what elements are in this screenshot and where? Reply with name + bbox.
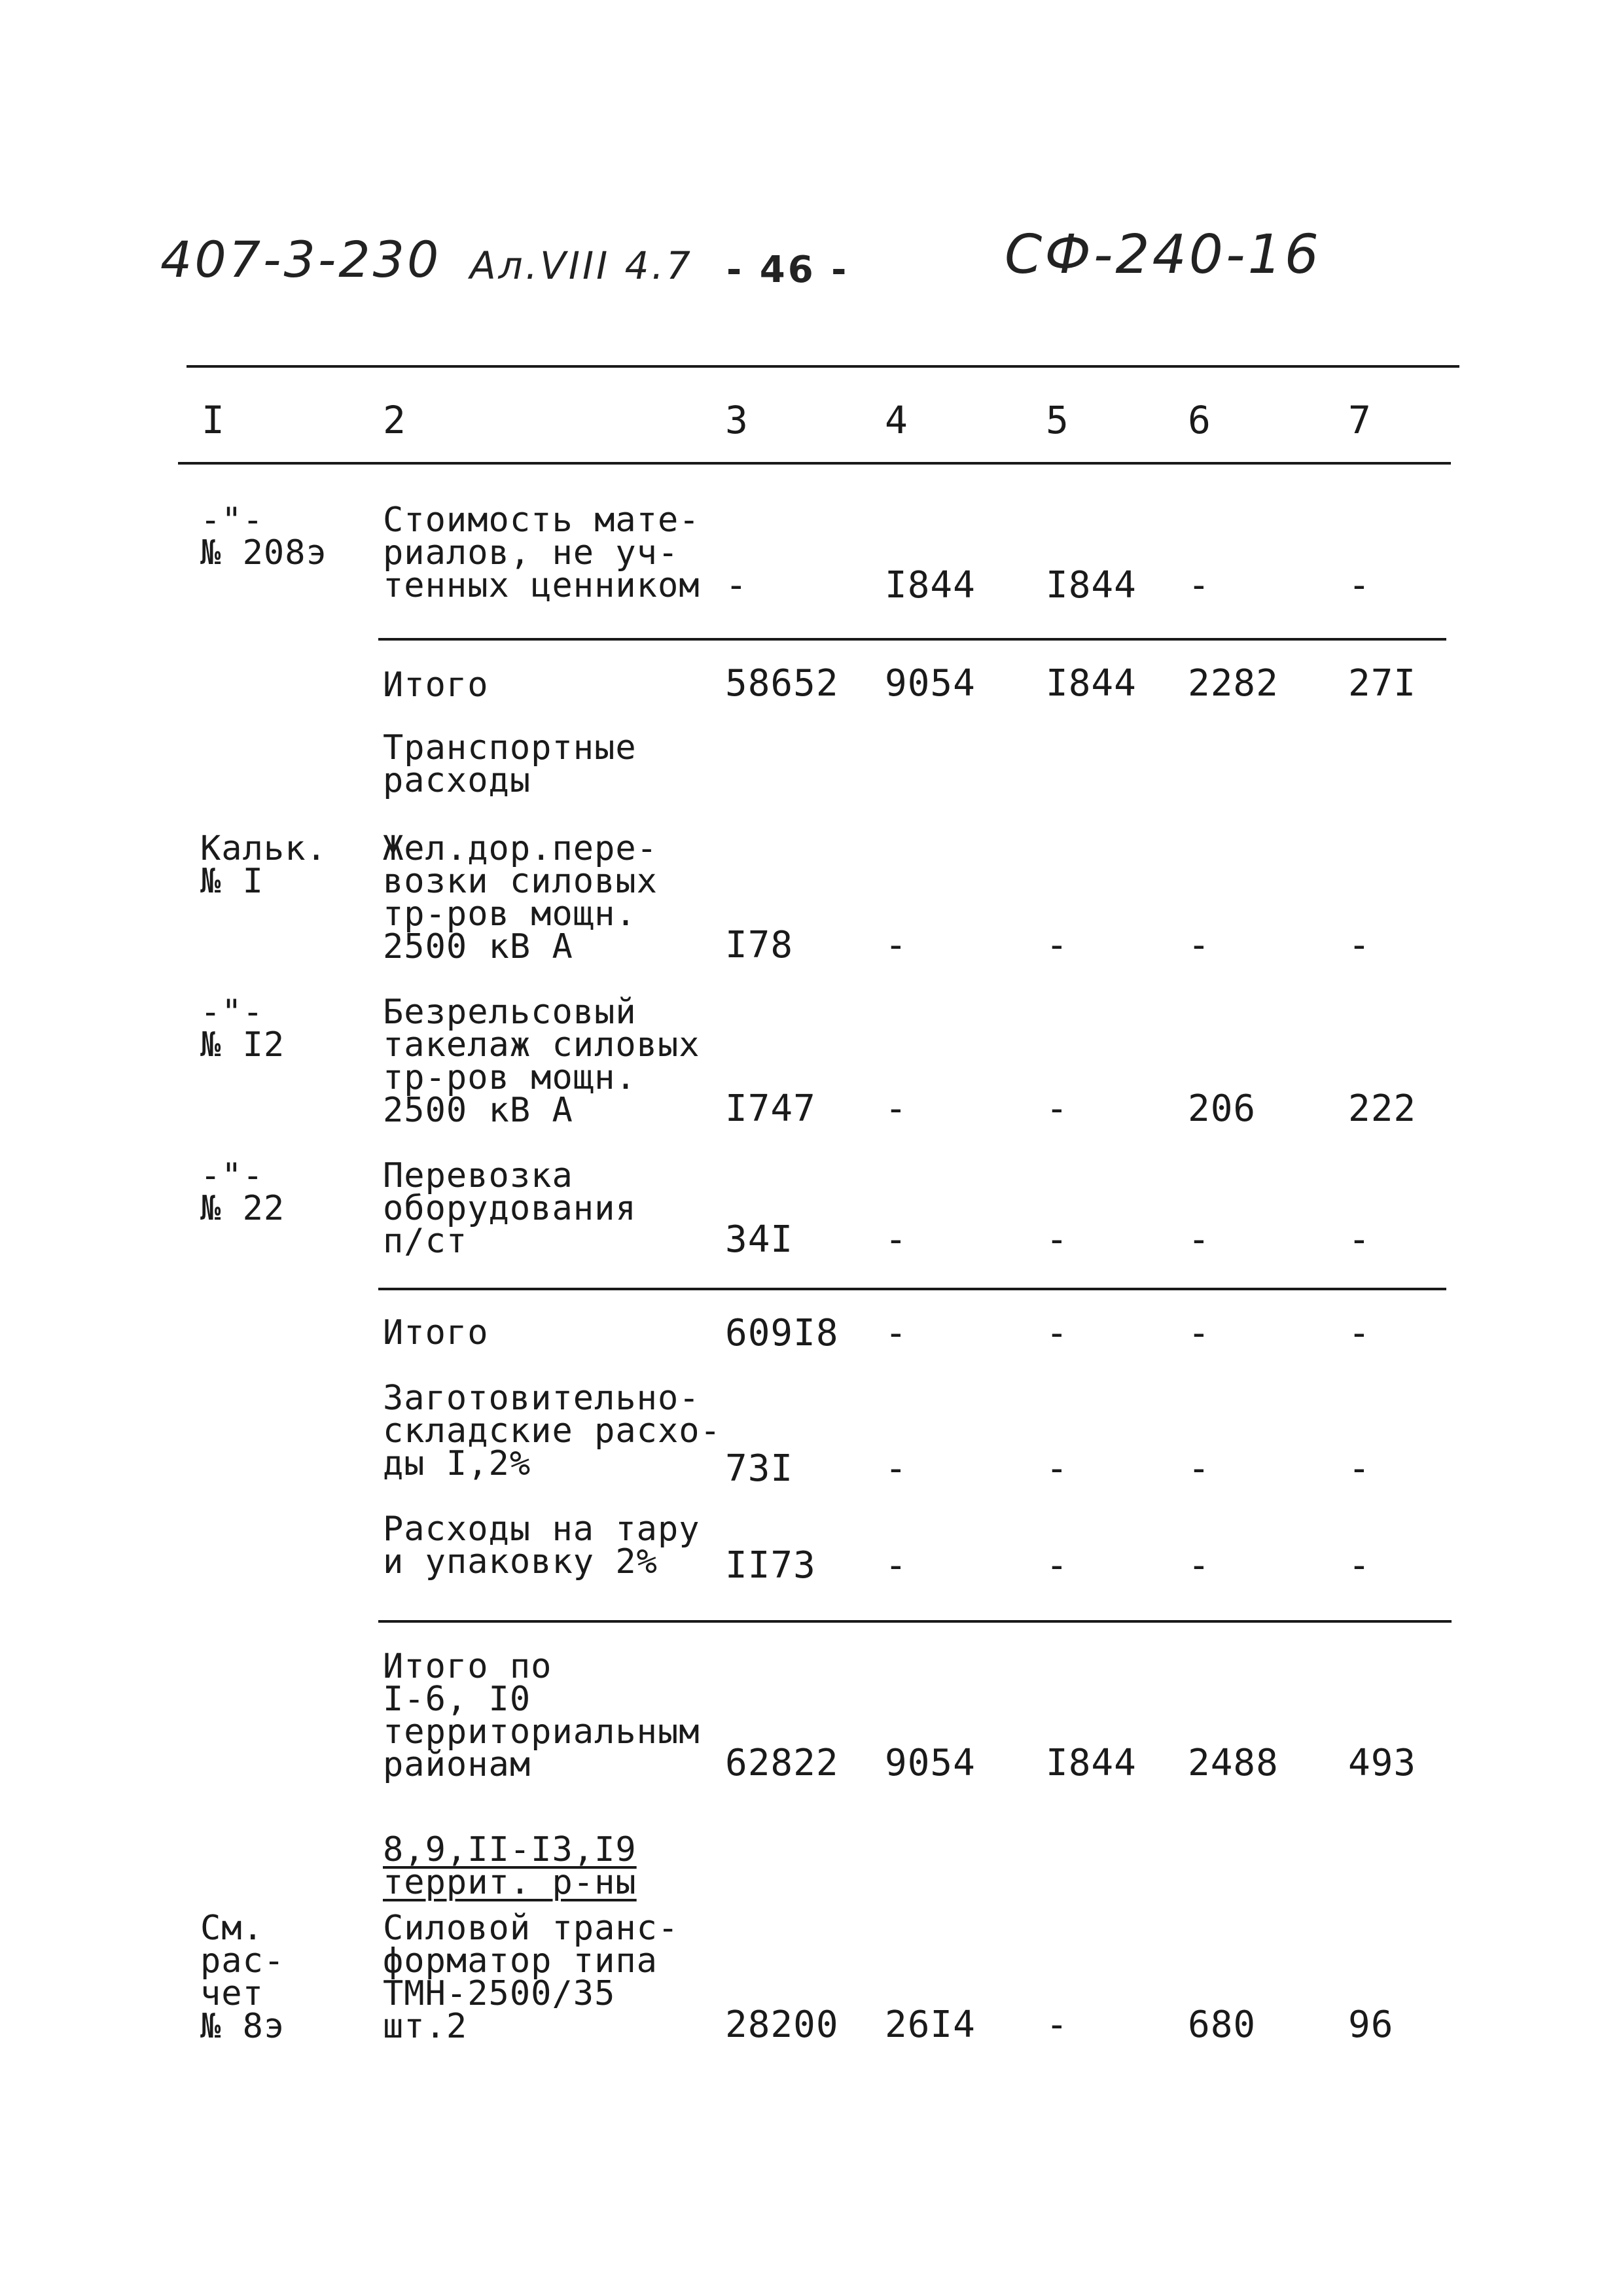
row-description: Безрельсовый такелаж силовых тр-ров мощн. 2500 кВ А bbox=[383, 993, 700, 1130]
cell-col3: 34I bbox=[725, 1218, 794, 1261]
cell-col5: - bbox=[1046, 924, 1069, 966]
cell-col4: 9054 bbox=[885, 1742, 976, 1784]
cell-col3: I78 bbox=[725, 924, 794, 966]
cell-col6: 206 bbox=[1188, 1087, 1257, 1130]
cell-col3: 73I bbox=[725, 1447, 794, 1490]
row-description: Итого по I-6, I0 территориальным районам bbox=[383, 1647, 700, 1784]
cell-col3: 609I8 bbox=[725, 1312, 839, 1354]
row-reference: -"- № 208э bbox=[200, 501, 327, 573]
column-header-7: 7 bbox=[1348, 398, 1371, 442]
cell-col3: 58652 bbox=[725, 662, 839, 705]
cell-col4: - bbox=[885, 1218, 908, 1261]
section-heading: 8,9,II-I3,I9 террит. р-ны bbox=[383, 1830, 637, 1902]
cell-col5: I844 bbox=[1046, 1742, 1137, 1784]
cell-col3: - bbox=[725, 564, 748, 607]
row-description: Стоимость мате- риалов, не уч- тенных ценником bbox=[383, 501, 700, 605]
cell-col4: - bbox=[885, 1544, 908, 1587]
cell-col6: - bbox=[1188, 564, 1211, 607]
row-description: Итого bbox=[383, 665, 489, 705]
cell-col7: 27I bbox=[1348, 662, 1417, 705]
cell-col3: II73 bbox=[725, 1544, 816, 1587]
subtotal-rule-2 bbox=[378, 1288, 1446, 1290]
cell-col5: - bbox=[1046, 1218, 1069, 1261]
column-header-3: 3 bbox=[725, 398, 748, 442]
cell-col5: - bbox=[1046, 2004, 1069, 2046]
row-description: Расходы на тару и упаковку 2% bbox=[383, 1510, 700, 1581]
sheet-code: СФ-240-16 bbox=[1005, 224, 1321, 286]
page-number: - 46 - bbox=[726, 249, 849, 291]
cell-col4: 26I4 bbox=[885, 2004, 976, 2046]
document-code: 407-3-230 bbox=[160, 230, 442, 289]
table-top-rule bbox=[187, 365, 1459, 368]
cell-col7: - bbox=[1348, 1218, 1371, 1261]
header-bottom-rule bbox=[178, 462, 1451, 465]
cell-col4: - bbox=[885, 1312, 908, 1354]
cell-col7: - bbox=[1348, 924, 1371, 966]
cell-col6: 2282 bbox=[1188, 662, 1279, 705]
cell-col5: - bbox=[1046, 1312, 1069, 1354]
row-reference: -"- № I2 bbox=[200, 993, 285, 1065]
album-reference: Ал.VIII 4.7 bbox=[470, 243, 693, 288]
column-header-2: 2 bbox=[383, 398, 406, 442]
row-description: Перевозка оборудования п/ст bbox=[383, 1156, 637, 1261]
cell-col7: - bbox=[1348, 1447, 1371, 1490]
column-header-1: I bbox=[202, 398, 224, 442]
cell-col6: - bbox=[1188, 1544, 1211, 1587]
cell-col7: - bbox=[1348, 1312, 1371, 1354]
subtotal-rule-3 bbox=[378, 1620, 1452, 1623]
section-heading: Транспортные расходы bbox=[383, 728, 637, 800]
cell-col4: - bbox=[885, 924, 908, 966]
cell-col6: - bbox=[1188, 1447, 1211, 1490]
cell-col6: - bbox=[1188, 1312, 1211, 1354]
column-header-6: 6 bbox=[1188, 398, 1211, 442]
cell-col7: 96 bbox=[1348, 2004, 1394, 2046]
cell-col4: - bbox=[885, 1087, 908, 1130]
subtotal-rule-1 bbox=[378, 638, 1446, 641]
cell-col7: - bbox=[1348, 1544, 1371, 1587]
cell-col6: 2488 bbox=[1188, 1742, 1279, 1784]
cell-col7: 493 bbox=[1348, 1742, 1417, 1784]
cell-col5: I844 bbox=[1046, 564, 1137, 607]
column-header-5: 5 bbox=[1046, 398, 1069, 442]
cell-col3: I747 bbox=[725, 1087, 816, 1130]
cell-col3: 28200 bbox=[725, 2004, 839, 2046]
cell-col7: 222 bbox=[1348, 1087, 1417, 1130]
row-reference: -"- № 22 bbox=[200, 1156, 285, 1228]
cell-col6: - bbox=[1188, 924, 1211, 966]
row-description: Силовой транс- форматор типа ТМН-2500/35 шт.2 bbox=[383, 1909, 679, 2046]
cell-col4: - bbox=[885, 1447, 908, 1490]
cell-col7: - bbox=[1348, 564, 1371, 607]
cell-col4: 9054 bbox=[885, 662, 976, 705]
cell-col5: I844 bbox=[1046, 662, 1137, 705]
cell-col3: 62822 bbox=[725, 1742, 839, 1784]
cell-col5: - bbox=[1046, 1087, 1069, 1130]
cell-col5: - bbox=[1046, 1447, 1069, 1490]
row-reference: См. рас- чет № 8э bbox=[200, 1909, 285, 2046]
column-header-4: 4 bbox=[885, 398, 908, 442]
cell-col4: I844 bbox=[885, 564, 976, 607]
row-description: Жел.дор.пере- возки силовых тр-ров мощн. 2500 кВ А bbox=[383, 829, 658, 966]
cell-col5: - bbox=[1046, 1544, 1069, 1587]
row-description: Заготовительно- складские расхо- ды I,2% bbox=[383, 1379, 721, 1483]
cell-col6: 680 bbox=[1188, 2004, 1257, 2046]
cell-col6: - bbox=[1188, 1218, 1211, 1261]
row-description: Итого bbox=[383, 1313, 489, 1352]
row-reference: Кальк. № I bbox=[200, 829, 327, 901]
